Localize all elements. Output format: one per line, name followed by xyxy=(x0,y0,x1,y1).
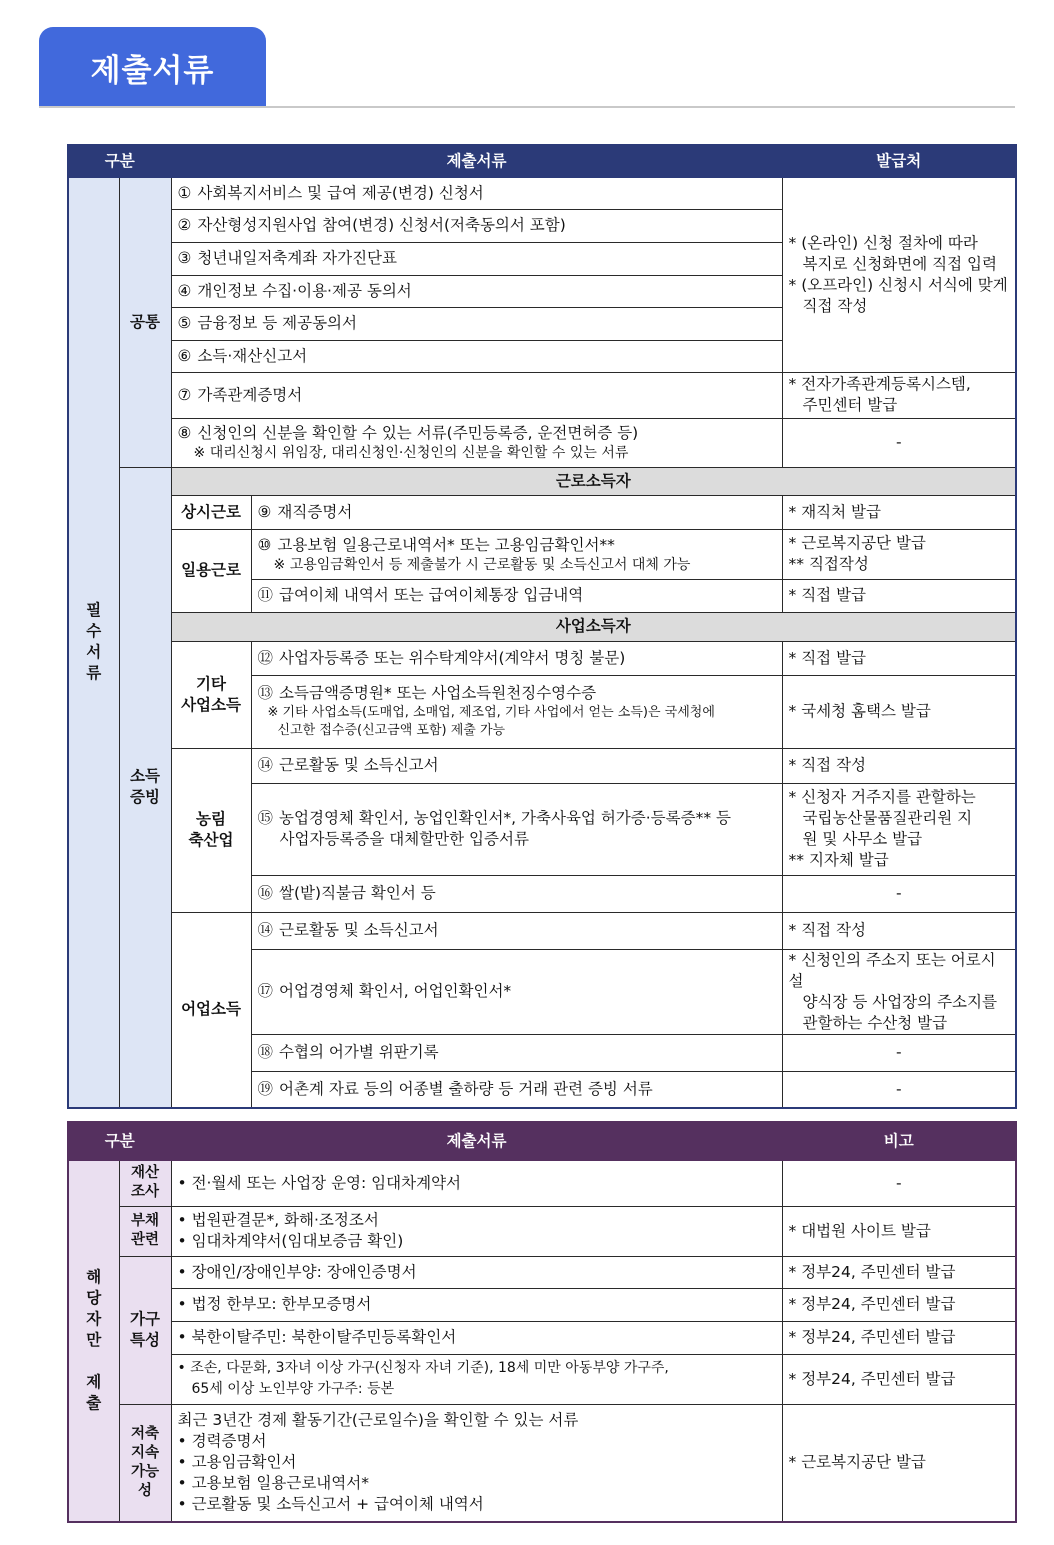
note-household-2: * 정부24, 주민센터 발급 xyxy=(782,1288,1016,1321)
side-label-required: 필 수 서 류 xyxy=(68,177,119,1108)
label-income-proof: 소득 증빙 xyxy=(119,467,171,1108)
doc-row-7: ⑦ 가족관계증명서 xyxy=(171,372,782,418)
label-debt: 부채 관련 xyxy=(119,1206,171,1256)
note-household-3: * 정부24, 주민센터 발급 xyxy=(782,1321,1016,1354)
header-issuer: 발급처 xyxy=(782,145,1016,177)
doc-row-17: ⑰ 어업경영체 확인서, 어업인확인서* xyxy=(251,949,782,1034)
issuer-common-online: * (온라인) 신청 절차에 따라 복지로 신청화면에 직접 입력 * (오프라인) 신청시 서식에 맞게 직접 작성 xyxy=(782,177,1016,372)
header-category: 구분 xyxy=(68,145,171,177)
doc-household-1: • 장애인/장애인부양: 장애인증명서 xyxy=(171,1256,782,1288)
doc-debt: • 법원판결문*, 화해·조정조서 • 임대차계약서(임대보증금 확인) xyxy=(171,1206,782,1256)
note-asset: - xyxy=(782,1160,1016,1206)
issuer-row-14-fish: * 직접 작성 xyxy=(782,912,1016,949)
doc-row-18: ⑱ 수협의 어가별 위판기록 xyxy=(251,1034,782,1071)
label-regular-work: 상시근로 xyxy=(171,495,251,529)
note-household-4: * 정부24, 주민센터 발급 xyxy=(782,1354,1016,1404)
doc-saving: 최근 3년간 경제 활동기간(근로일수)을 확인할 수 있는 서류 • 경력증명서 • 고용임금확인서 • 고용보험 일용근로내역서* • 근로활동 및 소득신고서 + 급여이체 내역서 xyxy=(171,1404,782,1522)
label-common: 공통 xyxy=(119,177,171,467)
issuer-row-19: - xyxy=(782,1071,1016,1108)
label-daily-work: 일용근로 xyxy=(171,529,251,612)
doc-household-2: • 법정 한부모: 한부모증명서 xyxy=(171,1288,782,1321)
issuer-row-16: - xyxy=(782,875,1016,912)
doc-row-14-farm: ⑭ 근로활동 및 소득신고서 xyxy=(251,748,782,783)
doc-row-13: ⑬ 소득금액증명원* 또는 사업소득원천징수영수증 ※ 기타 사업소득(도매업, 소매업, 제조업, 기타 사업에서 얻는 소득)은 국세청에 신고한 접수증(신고금액 포함) 제출 가능 xyxy=(251,675,782,748)
issuer-row-11: * 직접 발급 xyxy=(782,579,1016,612)
doc-asset: • 전·월세 또는 사업장 운영: 임대차계약서 xyxy=(171,1160,782,1206)
doc-row-8: ⑧ 신청인의 신분을 확인할 수 있는 서류(주민등록증, 운전면허증 등) ※ 대리신청시 위임장, 대리신청인·신청인의 신분을 확인할 수 있는 서류 xyxy=(171,418,782,467)
issuer-family-registry: * 전자가족관계등록시스템, 주민센터 발급 xyxy=(782,372,1016,418)
header-remarks: 비고 xyxy=(782,1122,1016,1160)
doc-row-16: ⑯ 쌀(밭)직불금 확인서 등 xyxy=(251,875,782,912)
header-documents-2: 제출서류 xyxy=(171,1122,782,1160)
doc-row-10: ⑩ 고용보험 일용근로내역서* 또는 고용임금확인서** ※ 고용임금확인서 등 제출불가 시 근로활동 및 소득신고서 대체 가능 xyxy=(251,529,782,579)
issuer-row-12: * 직접 발급 xyxy=(782,641,1016,675)
label-fishery: 어업소득 xyxy=(171,912,251,1108)
doc-household-4: • 조손, 다문화, 3자녀 이상 가구(신청자 자녀 기준), 18세 미만 아동부양 가구주, 65세 이상 노인부양 가구주: 등본 xyxy=(171,1354,782,1404)
label-household: 가구 특성 xyxy=(119,1256,171,1404)
issuer-row-13: * 국세청 홈택스 발급 xyxy=(782,675,1016,748)
doc-row-11: ⑪ 급여이체 내역서 또는 급여이체통장 입금내역 xyxy=(251,579,782,612)
label-farming: 농림 축산업 xyxy=(171,748,251,912)
doc-household-3: • 북한이탈주민: 북한이탈주민등록확인서 xyxy=(171,1321,782,1354)
issuer-row-8: - xyxy=(782,418,1016,467)
doc-row-12: ⑫ 사업자등록증 또는 위수탁계약서(계약서 명칭 불문) xyxy=(251,641,782,675)
label-saving-sustainability: 저축 지속 가능 성 xyxy=(119,1404,171,1522)
doc-row-15: ⑮ 농업경영체 확인서, 농업인확인서*, 가축사육업 허가증·등록증** 등 사업자등록증을 대체할만한 입증서류 xyxy=(251,783,782,875)
section-labor-income: 근로소득자 xyxy=(171,467,1016,495)
label-asset-survey: 재산 조사 xyxy=(119,1160,171,1206)
section-business-income: 사업소득자 xyxy=(171,612,1016,641)
label-other-business: 기타 사업소득 xyxy=(171,641,251,748)
issuer-row-18: - xyxy=(782,1034,1016,1071)
header-documents: 제출서류 xyxy=(171,145,782,177)
doc-row-19: ⑲ 어촌계 자료 등의 어종별 출하량 등 거래 관련 증빙 서류 xyxy=(251,1071,782,1108)
note-saving: * 근로복지공단 발급 xyxy=(782,1404,1016,1522)
side-label-conditional: 해 당 자 만 제 출 xyxy=(68,1160,119,1522)
doc-row-9: ⑨ 재직증명서 xyxy=(251,495,782,529)
doc-row-1: ① 사회복지서비스 및 급여 제공(변경) 신청서 xyxy=(171,177,782,209)
required-documents-table xyxy=(67,144,1017,1109)
page-title-tab xyxy=(39,27,266,107)
page-title: 제출서류 xyxy=(90,52,215,89)
doc-row-6: ⑥ 소득·재산신고서 xyxy=(171,340,782,372)
doc-row-2: ② 자산형성지원사업 참여(변경) 신청서(저축동의서 포함) xyxy=(171,209,782,242)
issuer-row-10: * 근로복지공단 발급 ** 직접작성 xyxy=(782,529,1016,579)
conditional-documents-table xyxy=(67,1121,1017,1523)
note-debt: * 대법원 사이트 발급 xyxy=(782,1206,1016,1256)
issuer-row-9: * 재직처 발급 xyxy=(782,495,1016,529)
note-household-1: * 정부24, 주민센터 발급 xyxy=(782,1256,1016,1288)
issuer-row-17: * 신청인의 주소지 또는 어로시설 양식장 등 사업장의 주소지를 관할하는 수산청 발급 xyxy=(782,949,1016,1034)
header-category-2: 구분 xyxy=(68,1122,171,1160)
doc-row-5: ⑤ 금융정보 등 제공동의서 xyxy=(171,307,782,340)
doc-row-14-fish: ⑭ 근로활동 및 소득신고서 xyxy=(251,912,782,949)
title-underline xyxy=(39,106,1015,108)
issuer-row-15: * 신청자 거주지를 관할하는 국립농산물품질관리원 지 원 및 사무소 발급 ** 지자체 발급 xyxy=(782,783,1016,875)
doc-row-4: ④ 개인정보 수집·이용·제공 동의서 xyxy=(171,275,782,307)
issuer-row-14-farm: * 직접 작성 xyxy=(782,748,1016,783)
doc-row-3: ③ 청년내일저축계좌 자가진단표 xyxy=(171,242,782,275)
